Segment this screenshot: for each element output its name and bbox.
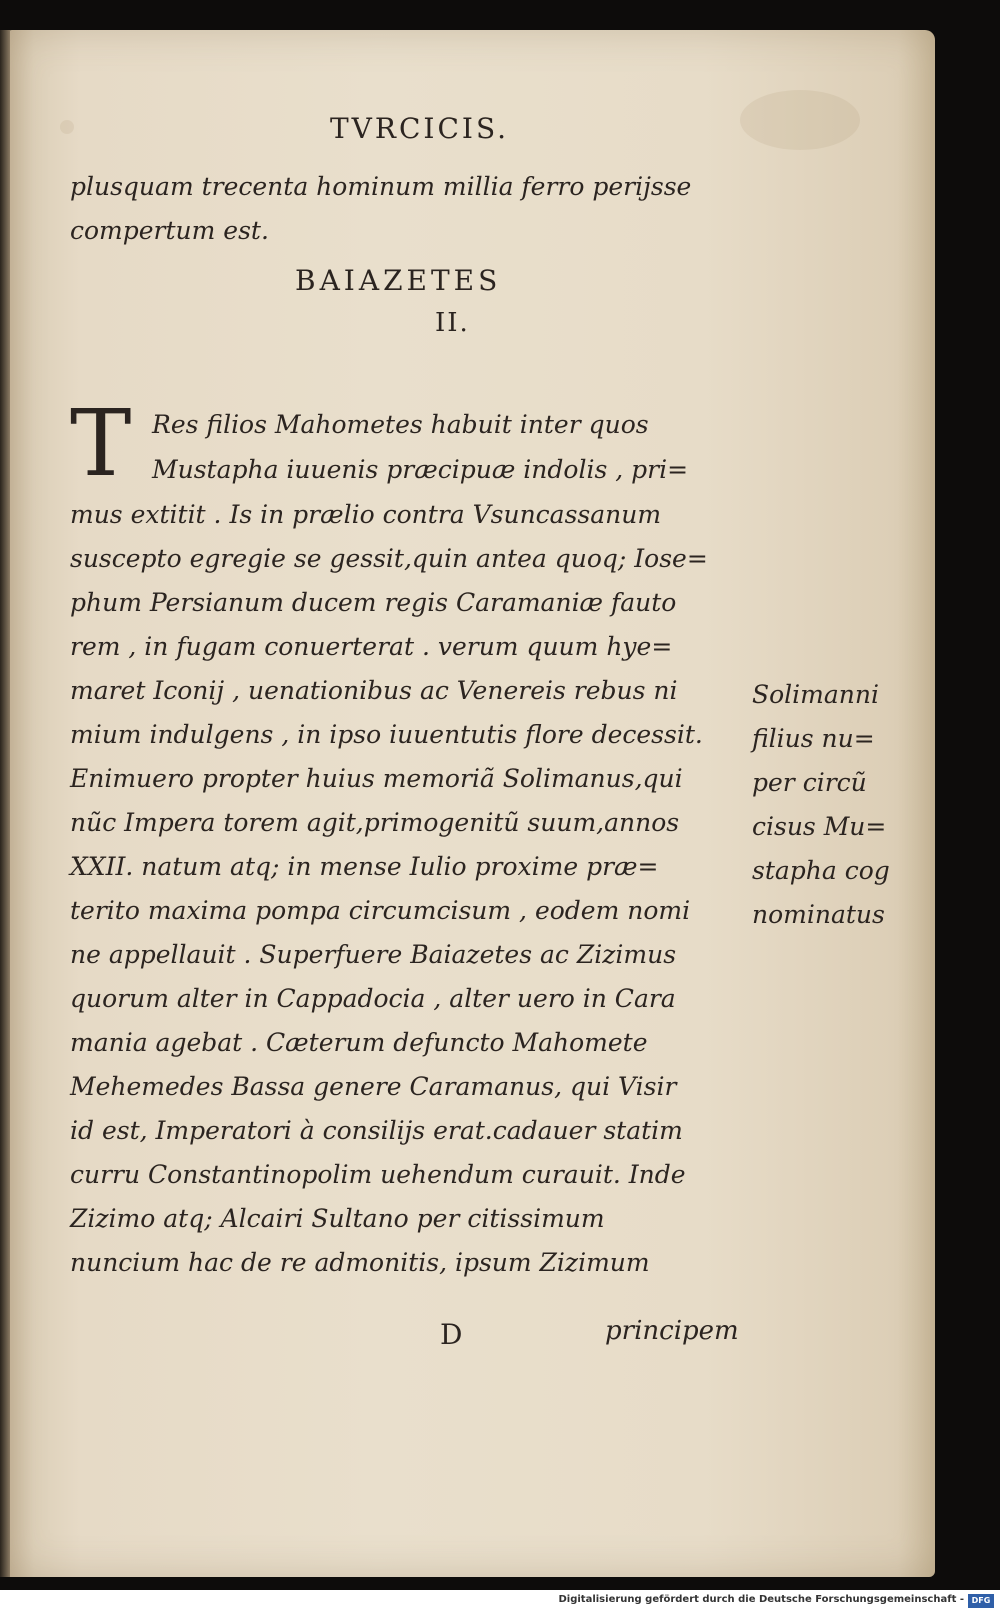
section-title: BAIAZETES <box>295 264 502 297</box>
text-line: plusquam trecenta hominum millia ferro perijsse <box>70 172 692 201</box>
text-line: compertum est. <box>70 216 269 245</box>
footer-credit: Digitalisierung gefördert durch die Deutsche Forschungsgemeinschaft - <box>558 1594 964 1605</box>
book-page <box>6 30 935 1577</box>
margin-note-line: cisus Mu= <box>752 812 887 841</box>
digitization-footer <box>0 1590 1000 1616</box>
text-line: XXII. natum atq; in mense Iulio proxime præ= <box>70 852 659 881</box>
text-line: Res filios Mahometes habuit inter quos <box>152 410 649 439</box>
margin-note-line: nominatus <box>752 900 885 929</box>
dfg-logo-icon: DFG <box>968 1594 994 1608</box>
text-line: suscepto egregie se gessit,quin antea quoq; Iose= <box>70 544 708 573</box>
page-stain <box>740 90 860 150</box>
drop-cap-initial: T <box>70 390 132 497</box>
text-line: maret Iconij , uenationibus ac Venereis rebus ni <box>70 676 678 705</box>
running-head: TVRCICIS. <box>330 112 510 145</box>
text-line: mania agebat . Cæterum defuncto Mahomete <box>70 1028 648 1057</box>
page-stain <box>60 120 74 134</box>
margin-note-line: stapha cog <box>752 856 890 885</box>
text-line: terito maxima pompa circumcisum , eodem nomi <box>70 896 691 925</box>
text-line: id est, Imperatori à consilijs erat.cadauer statim <box>70 1116 683 1145</box>
text-line: mus extitit . Is in prælio contra Vsuncassanum <box>70 500 662 529</box>
text-line: Enimuero propter huius memoriã Solimanus,qui <box>70 764 683 793</box>
text-line: curru Constantinopolim uehendum curauit. Inde <box>70 1160 686 1189</box>
text-line: mium indulgens , in ipso iuuentutis flore decessit. <box>70 720 703 749</box>
text-line: nũc Impera torem agit,primogenitũ suum,annos <box>70 808 680 837</box>
text-line: phum Persianum ducem regis Caramaniæ fauto <box>70 588 677 617</box>
signature-mark: D <box>440 1318 463 1351</box>
text-line: quorum alter in Cappadocia , alter uero in Cara <box>70 984 676 1013</box>
text-line: Mehemedes Bassa genere Caramanus, qui Visir <box>70 1072 677 1101</box>
margin-note-line: filius nu= <box>752 724 875 753</box>
text-line: Zizimo atq; Alcairi Sultano per citissimum <box>70 1204 605 1233</box>
text-line: Mustapha iuuenis præcipuæ indolis , pri= <box>152 455 689 484</box>
page-gutter <box>0 30 10 1577</box>
text-line: ne appellauit . Superfuere Baiazetes ac Zizimus <box>70 940 677 969</box>
text-line: rem , in fugam conuerterat . verum quum hye= <box>70 632 673 661</box>
text-line: nuncium hac de re admonitis, ipsum Zizimum <box>70 1248 650 1277</box>
catchword: principem <box>605 1316 739 1346</box>
margin-note-line: Solimanni <box>752 680 879 709</box>
margin-note-line: per circũ <box>752 768 867 797</box>
section-subtitle: II. <box>435 308 470 338</box>
